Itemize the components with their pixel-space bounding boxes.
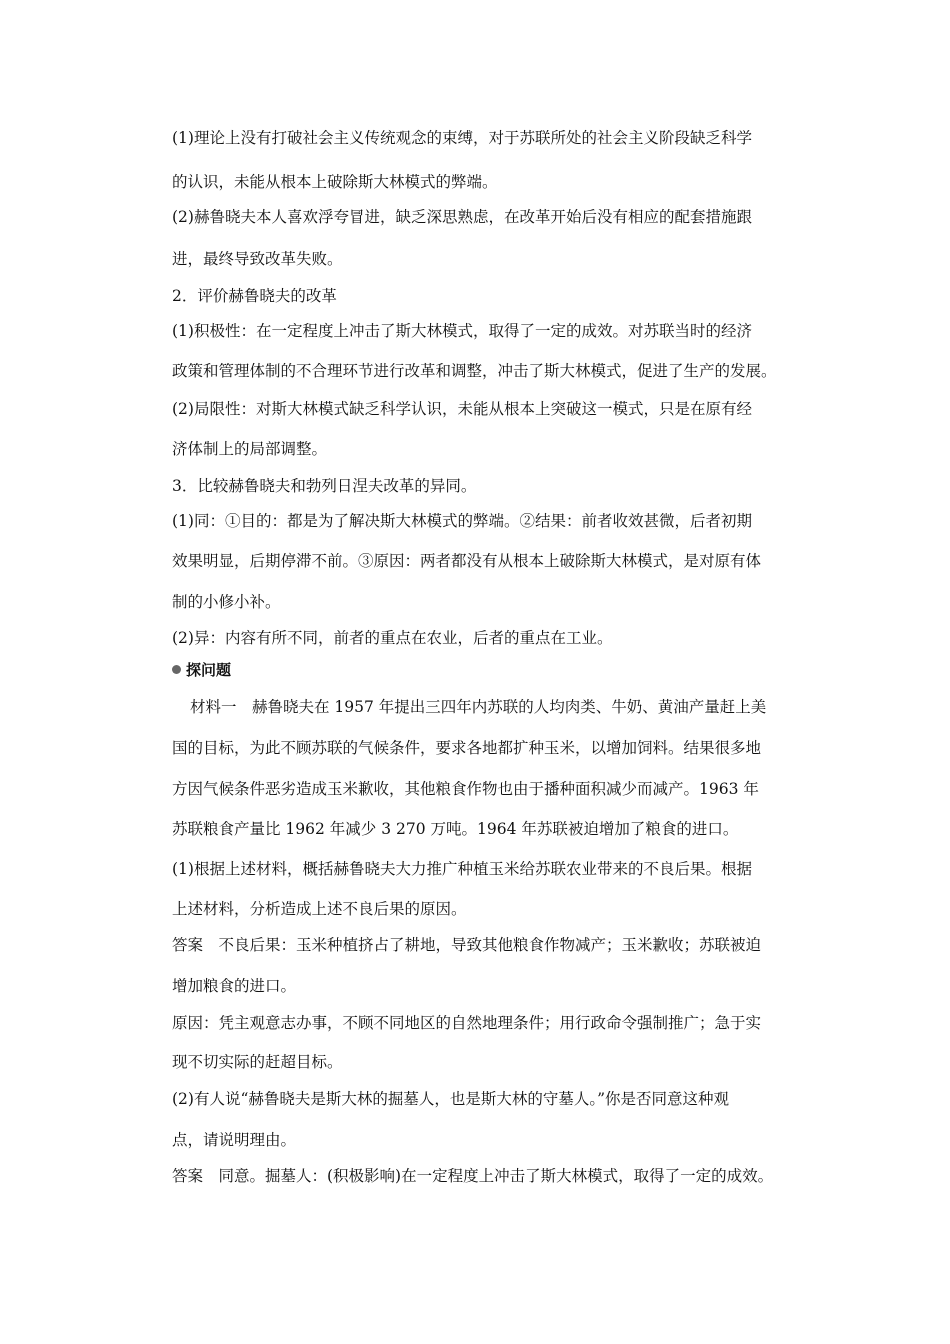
text-line: (1)理论上没有打破社会主义传统观念的束缚，对于苏联所处的社会主义阶段缺乏科学	[172, 129, 752, 147]
section-heading: 2．评价赫鲁晓夫的改革	[172, 287, 337, 305]
bullet-icon	[172, 665, 181, 674]
text-line: (1)同：①目的：都是为了解决斯大林模式的弊端。②结果：前者收效甚微，后者初期	[172, 512, 752, 530]
text-line: 制的小修小补。	[172, 593, 281, 611]
text-line: 原因：凭主观意志办事，不顾不同地区的自然地理条件；用行政命令强制推广；急于实	[172, 1014, 762, 1032]
section-heading: 3．比较赫鲁晓夫和勃列日涅夫改革的异同。	[172, 477, 477, 495]
text-line: 点，请说明理由。	[172, 1131, 297, 1149]
text-line: 增加粮食的进口。	[172, 977, 297, 995]
text-line: 效果明显，后期停滞不前。③原因：两者都没有从根本上破除斯大林模式，是对原有体	[172, 552, 762, 570]
text-line: (2)局限性：对斯大林模式缺乏科学认识，未能从根本上突破这一模式，只是在原有经	[172, 400, 752, 418]
section-title: 探问题	[186, 661, 232, 679]
text-line: 的认识，未能从根本上破除斯大林模式的弊端。	[172, 173, 498, 191]
answer-line: 答案 不良后果：玉米种植挤占了耕地，导致其他粮食作物减产；玉米歉收；苏联被迫	[172, 936, 762, 954]
text-line: (1)积极性：在一定程度上冲击了斯大林模式，取得了一定的成效。对苏联当时的经济	[172, 322, 752, 340]
material-paragraph: 材料一 赫鲁晓夫在 1957 年提出三四年内苏联的人均肉类、牛奶、黄油产量赶上美	[190, 698, 767, 716]
text-line: 方因气候条件恶劣造成玉米歉收，其他粮食作物也由于播种面积减少而减产。1963 年	[172, 780, 759, 798]
text-line: 现不切实际的赶超目标。	[172, 1053, 343, 1071]
text-line: (2)赫鲁晓夫本人喜欢浮夸冒进，缺乏深思熟虑，在改革开始后没有相应的配套措施跟	[172, 208, 752, 226]
text-line: 国的目标，为此不顾苏联的气候条件，要求各地都扩种玉米，以增加饲料。结果很多地	[172, 739, 762, 757]
text-line: (2)异：内容有所不同，前者的重点在农业，后者的重点在工业。	[172, 629, 613, 647]
answer-line: 答案 同意。掘墓人：(积极影响)在一定程度上冲击了斯大林模式，取得了一定的成效。	[172, 1167, 774, 1185]
text-line: 苏联粮食产量比 1962 年减少 3 270 万吨。1964 年苏联被迫增加了粮食的进口。	[172, 820, 739, 838]
question-line: (2)有人说“赫鲁晓夫是斯大林的掘墓人，也是斯大林的守墓人。”你是否同意这种观	[172, 1090, 730, 1108]
text-line: 济体制上的局部调整。	[172, 440, 328, 458]
text-line: 进，最终导致改革失败。	[172, 250, 343, 268]
text-line: 上述材料，分析造成上述不良后果的原因。	[172, 900, 467, 918]
question-line: (1)根据上述材料，概括赫鲁晓夫大力推广种植玉米给苏联农业带来的不良后果。根据	[172, 860, 752, 878]
text-line: 政策和管理体制的不合理环节进行改革和调整，冲击了斯大林模式，促进了生产的发展。	[172, 362, 777, 380]
